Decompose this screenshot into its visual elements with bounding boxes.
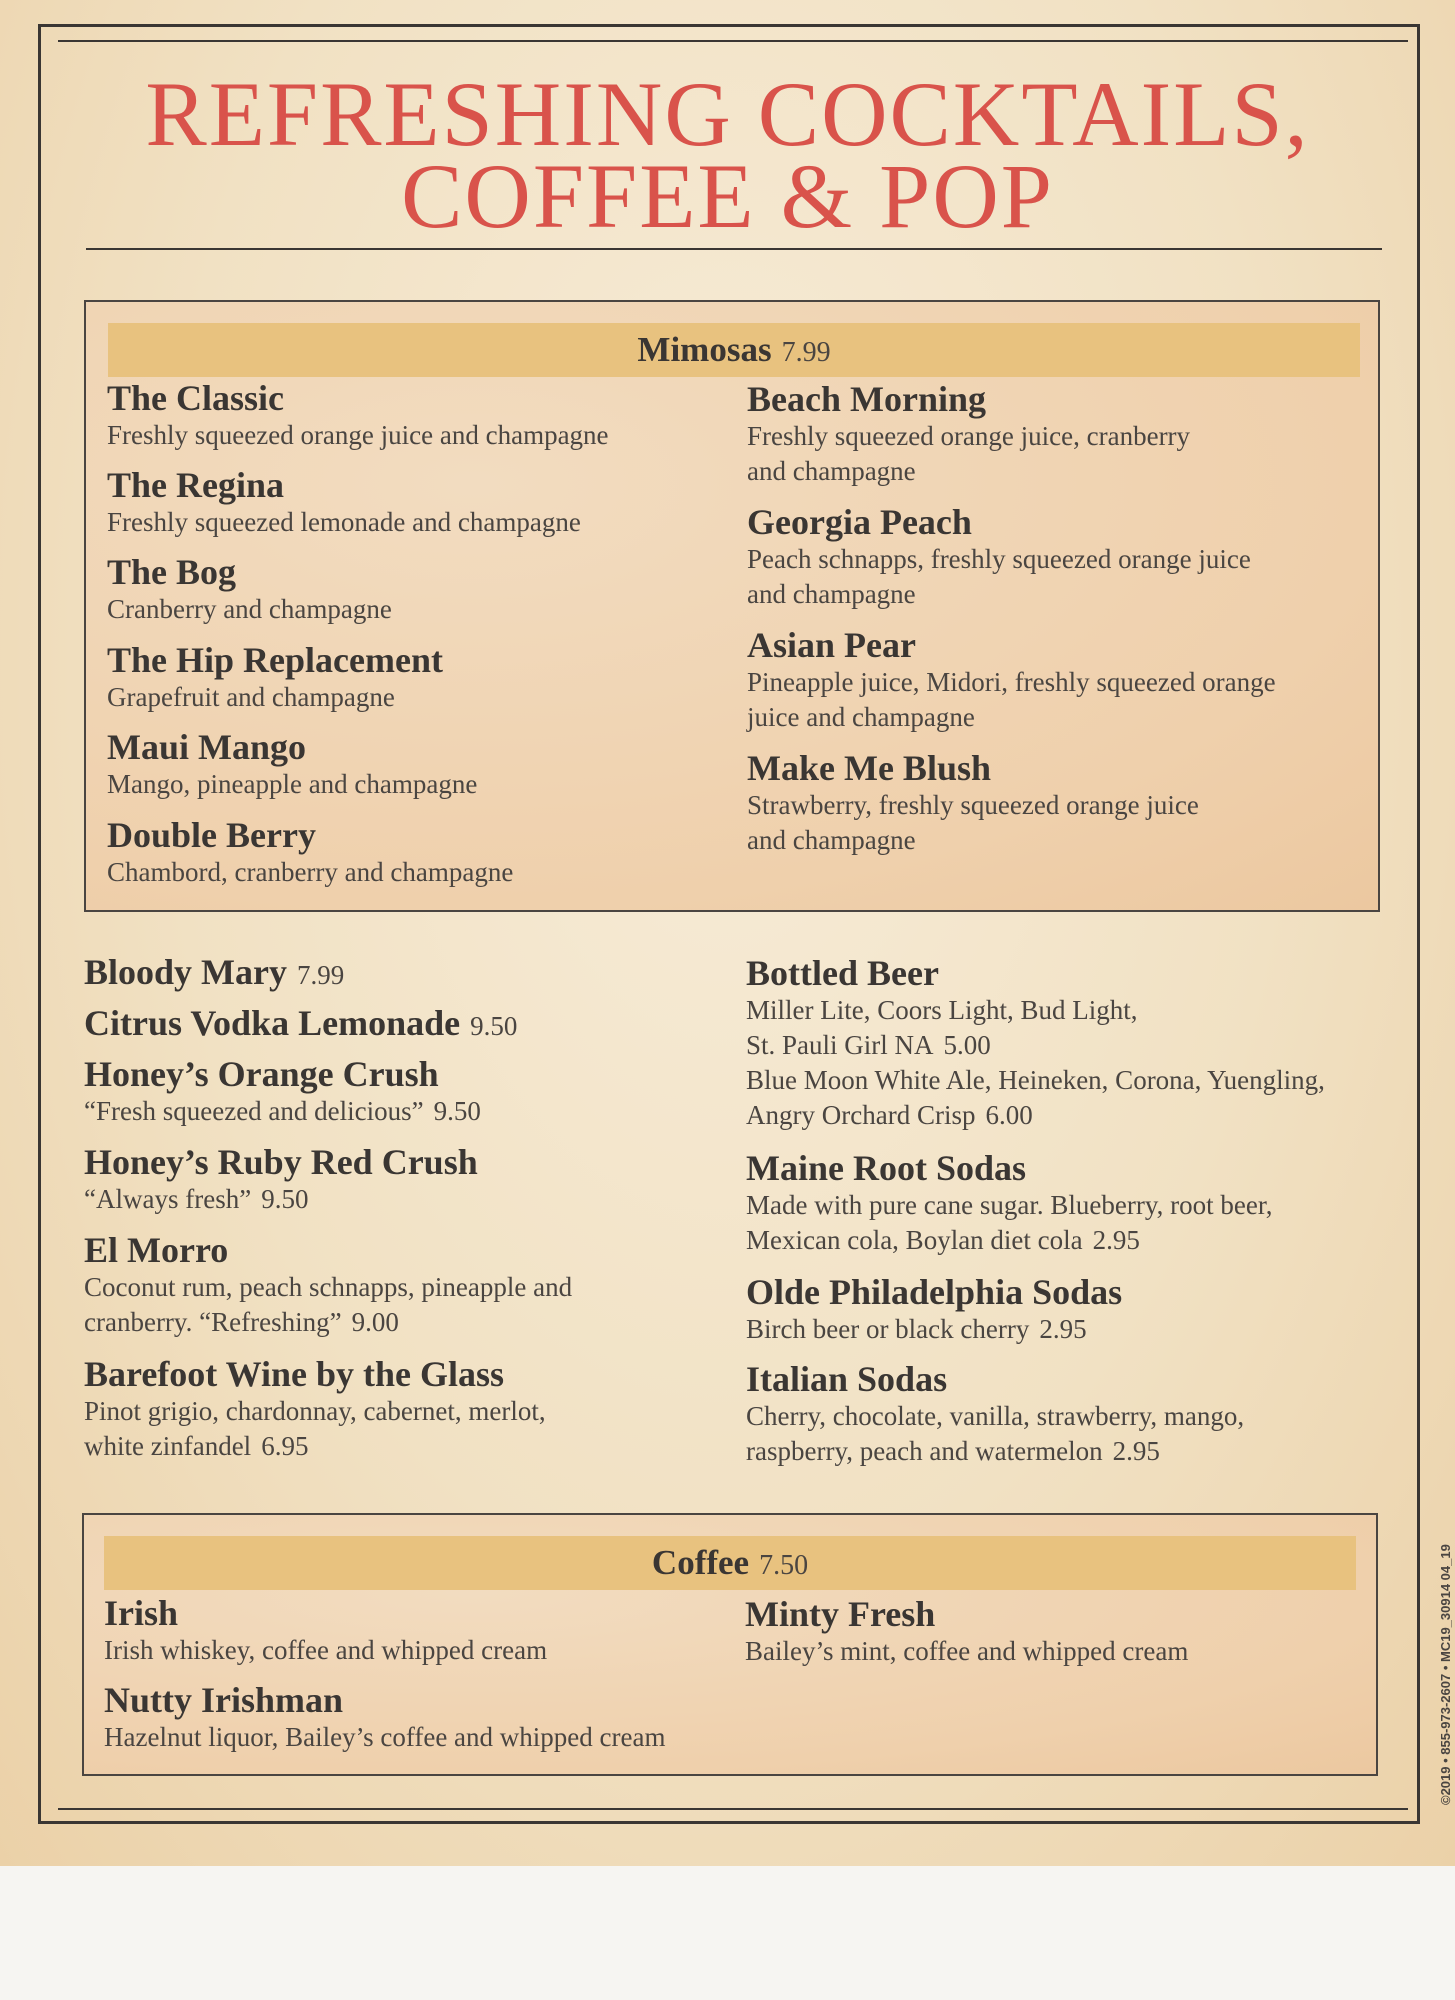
drink-item-orange-crush	[84, 1054, 481, 1129]
item-description: Peach schnapps, freshly squeezed orange juice	[747, 544, 1251, 574]
item-description: Cherry, chocolate, vanilla, strawberry, mango,	[746, 1401, 1245, 1431]
drink-item-bottled-beer	[746, 953, 1325, 1133]
item-price: 9.50	[433, 1096, 481, 1126]
item-description: Hazelnut liquor, Bailey’s coffee and whipped cream	[104, 1722, 666, 1752]
item-price: 7.99	[297, 960, 345, 990]
item-name: Honey’s Orange Crush	[84, 1054, 439, 1094]
page-title-line-2: COFFEE & POP	[401, 145, 1054, 247]
item-description: cranberry. “Refreshing”	[84, 1307, 342, 1337]
item-name: Double Berry	[107, 815, 316, 855]
item-price: 9.50	[261, 1184, 309, 1214]
item-description: and champagne	[747, 825, 916, 855]
item-price: 2.95	[1112, 1436, 1160, 1466]
top-rule	[58, 40, 1408, 42]
item-description: Freshly squeezed lemonade and champagne	[107, 507, 581, 537]
item-name: The Classic	[107, 378, 285, 418]
item-description: Cranberry and champagne	[107, 594, 392, 624]
mimosa-item	[107, 727, 477, 802]
item-name: Make Me Blush	[747, 748, 992, 788]
item-description: “Always fresh”	[84, 1184, 252, 1214]
menu-page: REFRESHING COCKTAILS, COFFEE & POP Mimosas 7.99 The Classic Freshly squeezed orange juice and champagne The Regina Freshly squeezed lemonade and champagne The Bog Cranberry and champagne The Hip Replacement Grapefruit and champagne Maui Mango Mango, pineapple and champagne Double Berry Chambord, cranberry and champagne Beach Morning Freshly squeezed orange juice, cranberry and champagne Georgia Peach Peach schnapps, freshly squeezed orange juice and champagne Asian Pear Pineapple juice, Midori, freshly squeezed orange juice and champagne Make Me Blush Strawberry, freshly squeezed orange juice and champagne Bloody Mary 7.99 Citrus Vodka Lemonade 9.50 Honey’s Orange Crush “Fresh squeezed and delicious” 9.50 Honey’s Ruby Red Crush “Always fresh” 9.50 El Morro Coconut rum, peach schnapps, pineapple and cranberry. “Refreshing” 9.00 Barefoot Wine by the Glass Pinot grigio, chardonnay, cabernet, merlot, white zinfandel 6.95 Bottled Beer Miller Lite, Coors Light, Bud Light, St. Pauli Girl NA 5.00 Blue Moon White Ale, Heineken, Corona, Yuengling, Angry Orchard Crisp 6.00 Maine Root Sodas Made with pure cane sugar. Blueberry, root beer, Mexican cola, Boylan diet cola 2.95 Olde Philadelphia Sodas Birch beer or black cherry 2.95 Italian Sodas Cherry, chocolate, vanilla, strawberry, mango, raspberry, peach and watermelon 2.95 Coffee 7.50 Irish Irish whiskey, coffee and whipped cream Minty Fresh Bailey’s mint, coffee and whipped cream Nutty Irishman Hazelnut liquor, Bailey’s coffee and whipped cream ©2019 • 855-973-2607 • MC19_30914 04_19	[0, 0, 1455, 1866]
item-price: 6.95	[261, 1431, 309, 1461]
item-description: Mango, pineapple and champagne	[107, 769, 478, 799]
drink-item-olde-philly	[746, 1272, 1122, 1347]
drink-item-el-morro	[84, 1230, 572, 1340]
drink-item-italian-sodas	[746, 1359, 1244, 1469]
item-description: Miller Lite, Coors Light, Bud Light,	[746, 995, 1138, 1025]
item-description: Birch beer or black cherry	[746, 1314, 1030, 1344]
item-name: Italian Sodas	[746, 1359, 948, 1399]
item-description: Freshly squeezed orange juice and champagne	[107, 420, 609, 450]
coffee-header	[104, 1536, 1356, 1590]
item-name: Citrus Vodka Lemonade	[84, 1003, 461, 1043]
bottom-rule	[58, 1808, 1408, 1810]
item-description: St. Pauli Girl NA	[746, 1030, 934, 1060]
item-name: Asian Pear	[747, 625, 916, 665]
drink-item-bloody-mary	[84, 952, 344, 995]
item-name: Bottled Beer	[746, 953, 939, 993]
item-name: Georgia Peach	[747, 502, 972, 542]
item-description: Pinot grigio, chardonnay, cabernet, merlot,	[84, 1396, 546, 1426]
item-price: 9.00	[351, 1307, 399, 1337]
drink-item-ruby-red	[84, 1142, 478, 1217]
mimosa-item	[747, 502, 1251, 612]
coffee-item	[104, 1593, 547, 1668]
item-name: Barefoot Wine by the Glass	[84, 1354, 505, 1394]
item-name: The Bog	[107, 552, 237, 592]
item-description: Strawberry, freshly squeezed orange juice	[747, 790, 1199, 820]
item-name: The Hip Replacement	[107, 640, 443, 680]
item-name: Olde Philadelphia Sodas	[746, 1272, 1123, 1312]
item-description: white zinfandel	[84, 1431, 252, 1461]
item-description: Grapefruit and champagne	[107, 682, 395, 712]
coffee-price: 7.50	[759, 1550, 809, 1581]
coffee-heading: Coffee	[651, 1543, 750, 1582]
item-name: Bloody Mary	[84, 952, 287, 992]
mimosa-item	[107, 378, 609, 453]
item-price: 6.00	[985, 1100, 1033, 1130]
item-description: Irish whiskey, coffee and whipped cream	[104, 1635, 548, 1665]
item-name: The Regina	[107, 465, 285, 505]
item-description: Bailey’s mint, coffee and whipped cream	[745, 1636, 1189, 1666]
item-description: and champagne	[747, 456, 916, 486]
item-description: Blue Moon White Ale, Heineken, Corona, Yuengling,	[746, 1065, 1325, 1095]
item-description: Pineapple juice, Midori, freshly squeezed orange	[747, 667, 1276, 697]
item-name: Minty Fresh	[745, 1594, 936, 1634]
mimosa-item	[747, 379, 1190, 489]
item-price: 9.50	[470, 1011, 518, 1041]
item-description: Made with pure cane sugar. Blueberry, root beer,	[746, 1190, 1273, 1220]
drink-item-maine-root	[746, 1148, 1272, 1258]
item-description: and champagne	[747, 579, 916, 609]
item-name: Nutty Irishman	[104, 1680, 344, 1720]
mimosa-item	[107, 552, 392, 627]
item-name: Maine Root Sodas	[746, 1148, 1027, 1188]
title-divider	[86, 248, 1382, 250]
item-name: Beach Morning	[747, 379, 986, 419]
item-description: raspberry, peach and watermelon	[746, 1436, 1103, 1466]
item-name: Maui Mango	[107, 727, 307, 767]
mimosa-item	[107, 640, 443, 715]
item-description: Mexican cola, Boylan diet cola	[746, 1225, 1083, 1255]
mimosa-item	[747, 748, 1199, 858]
drink-item-barefoot	[84, 1354, 546, 1464]
item-name: Irish	[104, 1593, 179, 1633]
drink-item-citrus-vodka	[84, 1003, 517, 1046]
item-description: Chambord, cranberry and champagne	[107, 857, 514, 887]
mimosas-heading: Mimosas	[637, 330, 772, 369]
coffee-item	[104, 1680, 665, 1755]
item-price: 5.00	[943, 1030, 991, 1060]
item-description: “Fresh squeezed and delicious”	[84, 1096, 424, 1126]
mimosa-item	[747, 625, 1276, 735]
item-name: Honey’s Ruby Red Crush	[84, 1142, 478, 1182]
page-title-line-1: REFRESHING COCKTAILS,	[145, 63, 1310, 165]
item-description: Coconut rum, peach schnapps, pineapple and	[84, 1272, 573, 1302]
item-description: Angry Orchard Crisp	[746, 1100, 976, 1130]
item-description: juice and champagne	[747, 702, 975, 732]
mimosas-header	[108, 323, 1360, 377]
mimosas-price: 7.99	[781, 337, 831, 368]
item-description: Freshly squeezed orange juice, cranberry	[747, 421, 1191, 451]
item-price: 2.95	[1092, 1225, 1140, 1255]
mimosa-item	[107, 465, 581, 540]
mimosa-item	[107, 815, 513, 890]
item-name: El Morro	[84, 1230, 229, 1270]
coffee-item	[745, 1594, 1188, 1669]
item-price: 2.95	[1039, 1314, 1087, 1344]
